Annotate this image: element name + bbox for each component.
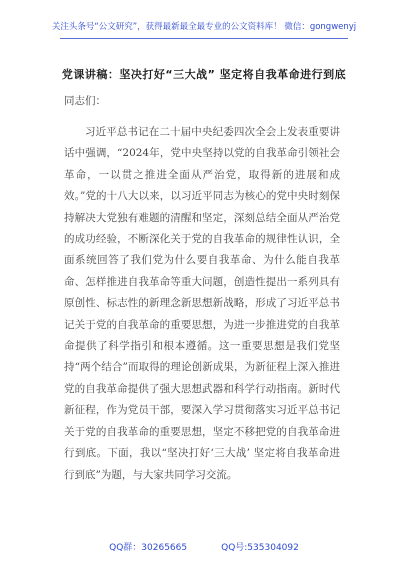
footer bbox=[0, 540, 408, 553]
header-divider bbox=[60, 38, 348, 39]
greeting: 同志们： bbox=[64, 95, 106, 107]
footer-qq-group: QQ群：30265665 bbox=[109, 543, 188, 553]
document-title: 党课讲稿：坚决打好“三大战” 坚定将自我革命进行到底 bbox=[61, 68, 347, 81]
header-banner: 关注头条号“公文研究”，获得最新最全最专业的公文资料库！ 微信：gongwenyj bbox=[51, 22, 357, 32]
body-paragraph: 习近平总书记在二十届中央纪委四次全会上发表重要讲话中强调，“2024年，党中央坚持以党的自我革命引领社会革命，一以贯之推进全面从严治党，取得新的进展和成效。”党的十八大以来，以习近平同志为核心的党中央时刻保持解决大党独有难题的清醒和坚定，深刻总结全面从严治党的成功经验，不断深化关于党的自我革命的规律性认识，全面系统回答了我们党为什么要自我革命、为什么能自我革命、怎样推进自我革命等重大问题，创造性提出一系列具有原创性、标志性的新理念新思想新战略，形成了习近平总书记关于党的自我革命的重要思想，为进一步推进党的自我革命提供了科学指引和根本遵循。这一重要思想是我们党坚持“两个结合”而取得的理论创新成果，为新征程上深入推进党的自我革命提供了强大思想武器和科学行动指南。新时代新征程，作为党员干部，要深入学习贯彻落实习近平总书记关于党的自我革命的重要思想，坚定不移把党的自我革命进行到底。下面，我以“坚决打好‘三大战’ 坚定将自我革命进行到底”为题，与大家共同学习交流。 bbox=[64, 126, 340, 481]
footer-qq-number: QQ号:535304092 bbox=[221, 543, 299, 553]
